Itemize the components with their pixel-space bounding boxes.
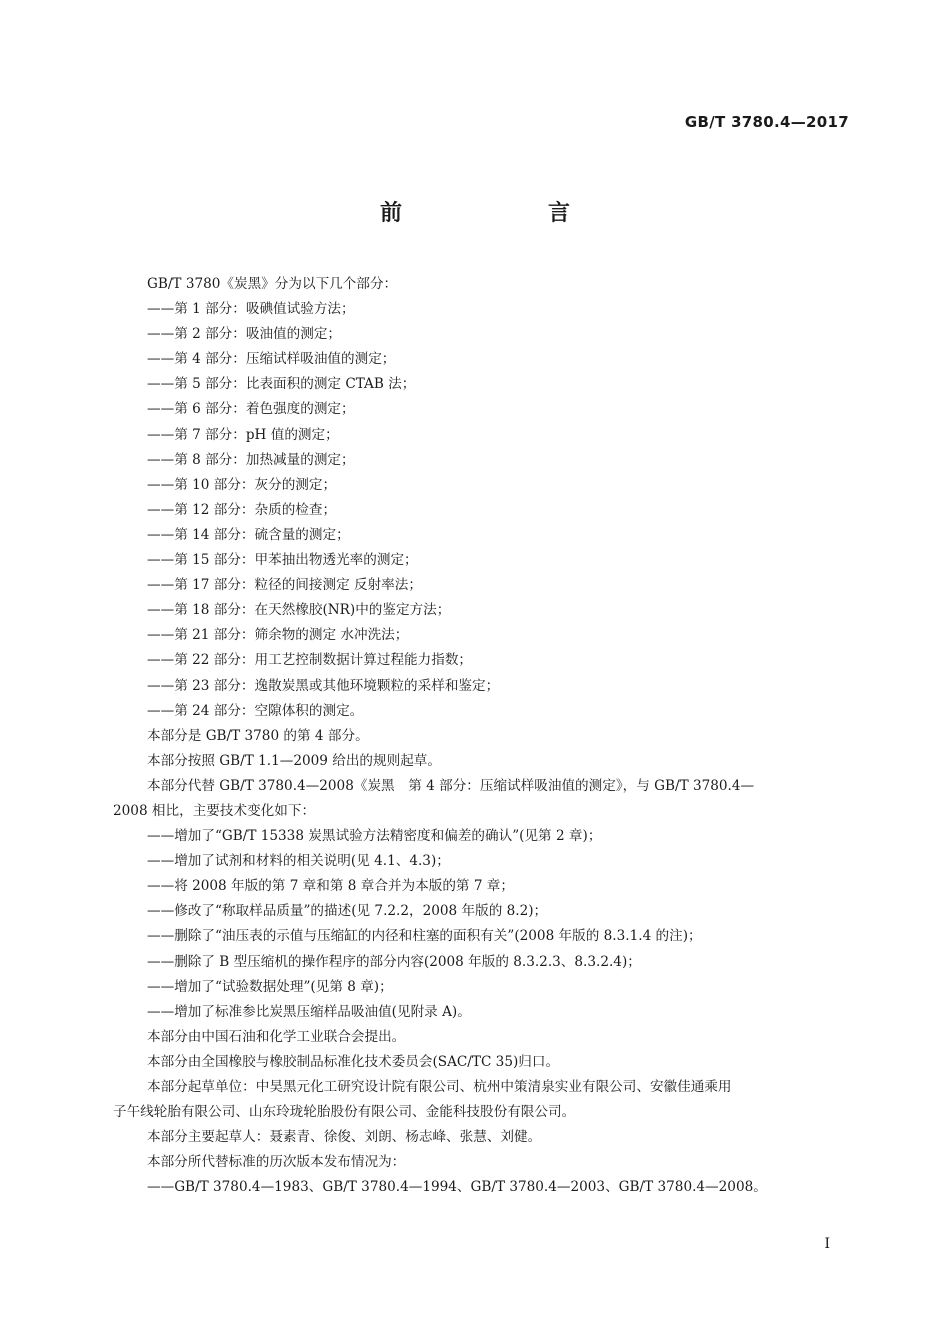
text-line: GB/T 3780《炭黑》分为以下几个部分：: [147, 276, 398, 292]
text-line: 子午线轮胎有限公司、山东玲珑轮胎股份有限公司、金能科技股份有限公司。: [113, 1104, 576, 1121]
text-line: 本部分按照 GB/T 1.1—2009 给出的规则起草。: [147, 752, 441, 769]
text-line: ——第 8 部分：加热减量的测定；: [147, 451, 355, 468]
text-line: ——第 21 部分：筛余物的测定 水冲洗法；: [147, 627, 409, 644]
text-line: ——第 22 部分：用工艺控制数据计算过程能力指数；: [147, 652, 473, 669]
text-line: ——第 6 部分：着色强度的测定；: [147, 401, 355, 418]
text-line: ——第 4 部分：压缩试样吸油值的测定；: [147, 351, 396, 368]
page-title: 前 言: [379, 201, 632, 226]
text-line: ——第 18 部分：在天然橡胶(NR)中的鉴定方法；: [147, 602, 451, 619]
text-line: 本部分起草单位：中昊黑元化工研究设计院有限公司、杭州中策清泉实业有限公司、安徽佳通乘用: [147, 1079, 732, 1095]
page-number: I: [824, 1236, 830, 1252]
text-line: ——第 14 部分：硫含量的测定；: [147, 526, 350, 543]
text-line: ——第 12 部分：杂质的检查；: [147, 501, 337, 518]
standard-code: GB/T 3780.4—2017: [684, 113, 849, 131]
text-line: ——增加了“试验数据处理”(见第 8 章)；: [147, 978, 393, 995]
text-line: ——增加了试剂和材料的相关说明(见 4.1、4.3)；: [147, 853, 450, 870]
text-line: ——增加了标准参比炭黑压缩样品吸油值(见附录 A)。: [147, 1003, 471, 1020]
text-line: 2008 相比，主要技术变化如下：: [113, 802, 316, 819]
text-line: ——第 10 部分：灰分的测定；: [147, 476, 337, 493]
text-line: ——第 17 部分：粒径的间接测定 反射率法；: [147, 577, 422, 594]
text-line: 本部分所代替标准的历次版本发布情况为：: [147, 1154, 406, 1171]
text-line: ——删除了 B 型压缩机的操作程序的部分内容(2008 年版的 8.3.2.3、8.3.2.4)；: [147, 953, 641, 970]
text-line: ——删除了“油压表的示值与压缩缸的内径和柱塞的面积有关”(2008 年版的 8.3.1.4 的注)；: [147, 928, 702, 945]
text-line: ——第 2 部分：吸油值的测定；: [147, 326, 342, 343]
text-line: 本部分由全国橡胶与橡胶制品标准化技术委员会(SAC/TC 35)归口。: [147, 1053, 560, 1070]
text-line: ——第 24 部分：空隙体积的测定。: [147, 702, 364, 719]
text-line: ——将 2008 年版的第 7 章和第 8 章合并为本版的第 7 章；: [147, 878, 514, 895]
text-line: ——修改了“称取样品质量”的描述(见 7.2.2，2008 年版的 8.2)；: [147, 903, 548, 920]
text-line: ——第 15 部分：甲苯抽出物透光率的测定；: [147, 552, 418, 569]
text-line: ——第 23 部分：逸散炭黑或其他环境颗粒的采样和鉴定；: [147, 677, 500, 694]
text-line: 本部分代替 GB/T 3780.4—2008《炭黑 第 4 部分：压缩试样吸油值的测定》，与 GB/T 3780.4—: [147, 777, 755, 794]
document-body: [113, 272, 851, 1200]
text-line: ——第 1 部分：吸碘值试验方法；: [147, 301, 355, 318]
text-line: 本部分由中国石油和化学工业联合会提出。: [147, 1028, 406, 1045]
text-line: ——GB/T 3780.4—1983、GB/T 3780.4—1994、GB/T 3780.4—2003、GB/T 3780.4—2008。: [147, 1179, 767, 1196]
text-line: ——第 7 部分：pH 值的测定；: [147, 426, 339, 443]
text-line: 本部分主要起草人：聂素青、徐俊、刘朗、杨志峰、张慧、刘健。: [147, 1129, 542, 1146]
text-line: 本部分是 GB/T 3780 的第 4 部分。: [147, 727, 369, 744]
text-line: ——增加了“GB/T 15338 炭黑试验方法精密度和偏差的确认”(见第 2 章)；: [147, 828, 602, 845]
text-line: ——第 5 部分：比表面积的测定 CTAB 法；: [147, 376, 416, 393]
